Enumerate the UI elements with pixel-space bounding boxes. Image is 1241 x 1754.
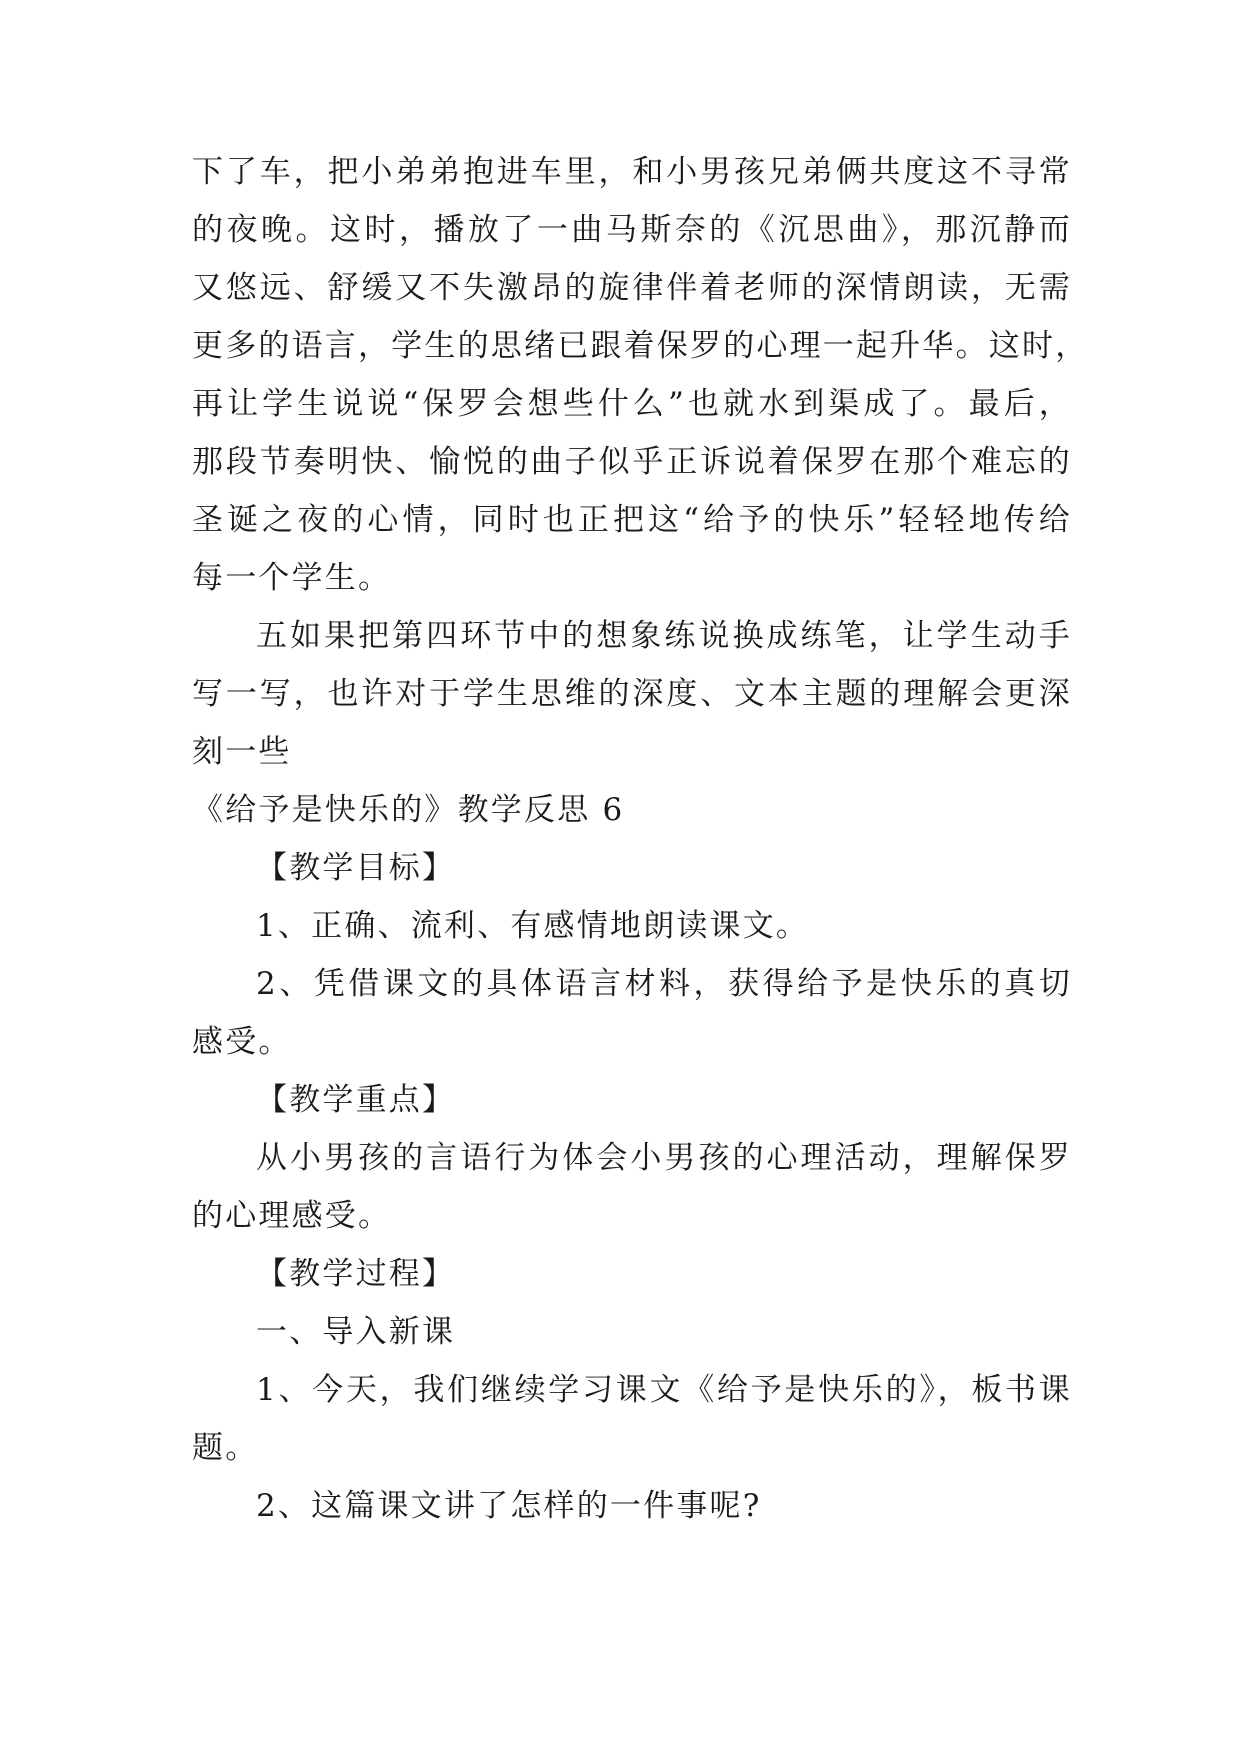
text-line: 下了车，把小弟弟抱进车里，和小男孩兄弟俩共度这不寻常 — [192, 154, 1072, 190]
text-line: 圣诞之夜的心情，同时也正把这“给予的快乐”轻轻地传给 — [192, 502, 1072, 538]
text-line: 每一个学生。 — [192, 560, 392, 596]
process-step-heading: 一、导入新课 — [256, 1314, 456, 1350]
text-line: 写一写，也许对于学生思维的深度、文本主题的理解会更深 — [192, 676, 1072, 712]
text-line: 刻一些 — [192, 734, 292, 770]
text-line: 更多的语言，学生的思绪已跟着保罗的心理一起升华。这时， — [192, 328, 1089, 364]
heading-teaching-goals: 【教学目标】 — [256, 850, 456, 886]
focus-line: 从小男孩的言语行为体会小男孩的心理活动，理解保罗 — [256, 1140, 1072, 1176]
text-line: 题。 — [192, 1430, 259, 1466]
section-title: 《给予是快乐的》教学反思 6 — [192, 792, 625, 828]
heading-teaching-focus: 【教学重点】 — [256, 1082, 456, 1118]
goal-item-2: 2、凭借课文的具体语言材料，获得给予是快乐的真切 — [256, 966, 1072, 1002]
text-line: 那段节奏明快、愉悦的曲子似乎正诉说着保罗在那个难忘的 — [192, 444, 1072, 480]
text-line: 又悠远、舒缓又不失激昂的旋律伴着老师的深情朗读，无需 — [192, 270, 1072, 306]
heading-teaching-process: 【教学过程】 — [256, 1256, 456, 1292]
text-line: 感受。 — [192, 1024, 292, 1060]
text-line: 再让学生说说“保罗会想些什么”也就水到渠成了。最后， — [192, 386, 1072, 422]
text-line: 的心理感受。 — [192, 1198, 392, 1234]
text-line: 的夜晚。这时，播放了一曲马斯奈的《沉思曲》，那沉静而 — [192, 212, 1072, 248]
process-item-1: 1、今天，我们继续学习课文《给予是快乐的》，板书课 — [256, 1372, 1072, 1408]
paragraph-start-line: 五如果把第四环节中的想象练说换成练笔，让学生动手 — [256, 618, 1072, 654]
goal-item-1: 1、正确、流利、有感情地朗读课文。 — [256, 908, 810, 944]
process-item-2: 2、这篇课文讲了怎样的一件事呢? — [256, 1488, 762, 1524]
